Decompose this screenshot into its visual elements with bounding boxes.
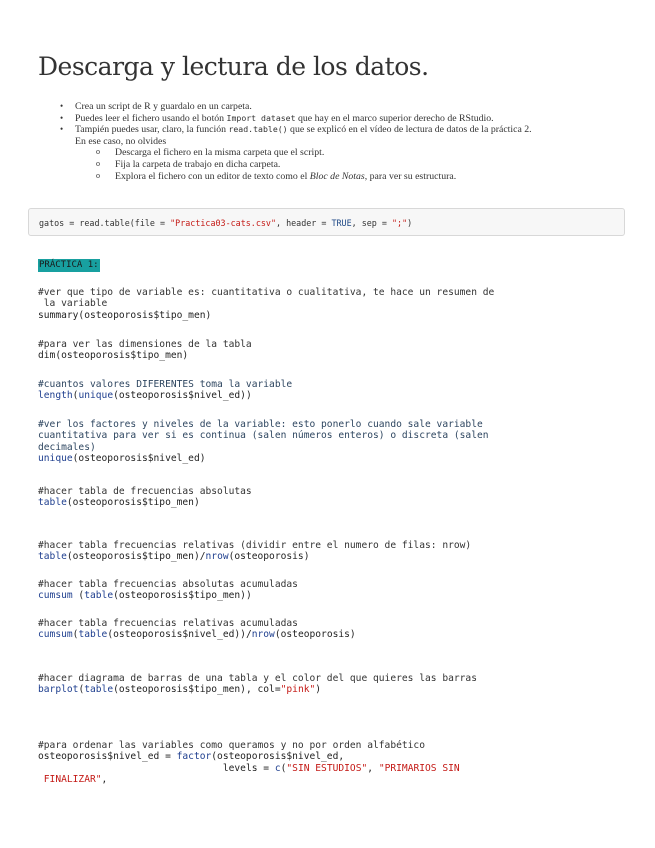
code-text: (osteoporosis$tipo_men)) <box>113 590 252 602</box>
list-item-text: que hay en el marco superior derecho de RStudio. <box>295 112 494 124</box>
code-string: ";" <box>391 218 408 228</box>
code-comment: #hacer tabla frecuencias absolutas acumuladas <box>38 579 298 590</box>
code-function: table <box>84 684 114 696</box>
code-comment: #hacer tabla frecuencias relativas (dividir entre el numero de filas: nrow) <box>38 540 472 551</box>
code-string: "SIN ESTUDIOS" <box>286 762 368 774</box>
code-text: (osteoporosis$nivel_ed, <box>211 751 345 763</box>
section-title: Descarga y lectura de los datos. <box>38 52 429 81</box>
code-function: cumsum <box>38 590 73 602</box>
read-table-code-block <box>28 208 625 236</box>
code-text: , <box>101 773 108 785</box>
code-text: , sep = <box>351 218 392 228</box>
list-item-text: En ese caso, no olvides <box>75 135 167 147</box>
code-comment: #cuantos valores DIFERENTES toma la variable <box>38 379 293 390</box>
code-string: "Practica03-cats.csv" <box>170 218 276 228</box>
list-item <box>58 113 618 125</box>
code-text: , <box>367 762 379 774</box>
sub-list-item <box>58 159 618 171</box>
list-item <box>58 101 618 113</box>
code-string: "pink" <box>280 684 316 696</box>
italic-text: Bloc de Notas <box>309 170 365 182</box>
code-chunk-unique <box>38 419 610 464</box>
code-function: cumsum <box>38 629 73 641</box>
list-item-text: que se explicó en el vídeo de lectura de datos de la práctica 2. <box>287 124 532 136</box>
code-function: nrow <box>205 551 229 563</box>
code-line: summary(osteoporosis$tipo_men) <box>38 309 212 321</box>
sub-list-item-text: Descarga el fichero en la misma carpeta que el script. <box>115 147 325 159</box>
code-comment: #hacer tabla frecuencias relativas acumuladas <box>38 618 298 629</box>
code-text: levels = <box>38 762 275 774</box>
code-comment: #ver que tipo de variable es: cuantitativa o cualitativa, te hace un resumen de la variable <box>38 287 495 310</box>
code-text: ( <box>72 629 79 641</box>
code-text: (osteoporosis$tipo_men), col= <box>113 684 281 696</box>
code-chunk-dim <box>38 339 610 362</box>
code-string: FINALIZAR" <box>38 773 102 785</box>
practica-heading: PRÁCTICA 1: <box>39 260 99 270</box>
code-chunk-table <box>38 486 610 509</box>
code-text: (osteoporosis) <box>274 629 356 641</box>
code-function: unique <box>78 390 114 402</box>
code-text: gatos = read.table(file = <box>39 218 171 228</box>
code-comment: #hacer diagrama de barras de una tabla y el color del que quieres las barras <box>38 673 477 684</box>
list-item-text: Tampién puedes usar, claro, la función <box>75 124 229 136</box>
code-function: table <box>38 497 67 509</box>
code-function: barplot <box>38 684 79 696</box>
sub-list-item-text: Explora el fichero con un editor de texto como el <box>115 170 310 182</box>
code-comment: #hacer tabla de frecuencias absolutas <box>38 486 252 497</box>
code-function: unique <box>38 452 73 464</box>
sub-list-item <box>58 171 618 183</box>
code-chunk-barplot <box>38 673 610 696</box>
code-text: (osteoporosis$tipo_men) <box>66 497 200 509</box>
code-chunk-summary <box>38 287 610 321</box>
code-text: ( <box>72 390 79 402</box>
list-item-text: Crea un script de R y guardalo en un carpeta. <box>75 101 252 112</box>
code-chunk-length-unique <box>38 379 610 402</box>
code-text: (osteoporosis$nivel_ed) <box>72 452 206 464</box>
instructions-list <box>58 101 618 182</box>
code-line: dim(osteoporosis$tipo_men) <box>38 350 189 362</box>
code-text: (osteoporosis$nivel_ed)) <box>113 390 252 402</box>
sub-list-item-text: , para ver su estructura. <box>364 170 457 182</box>
code-function: nrow <box>251 629 275 641</box>
code-comment: #ver los factores y niveles de la variable: esto ponerlo cuando sale variable cuantitativa para ver si es continua (salen números enteros) o discreta (salen decimales) <box>38 419 489 453</box>
code-comment: #para ordenar las variables como queramos y no por orden alfabético <box>38 740 425 751</box>
code-text: (osteoporosis$nivel_ed))/ <box>107 629 252 641</box>
code-function: table <box>38 551 67 563</box>
code-chunk-factor <box>38 740 610 785</box>
code-text: , header = <box>276 218 332 228</box>
sub-list-item-text: Fija la carpeta de trabajo en dicha carpeta. <box>115 158 281 170</box>
code-text: (osteoporosis$tipo_men)/ <box>66 551 206 563</box>
code-comment: #para ver las dimensiones de la tabla <box>38 339 252 350</box>
code-text: osteoporosis$nivel_ed = <box>38 751 177 763</box>
code-text: ) <box>315 684 322 696</box>
list-item <box>58 124 618 147</box>
code-string: "PRIMARIOS SIN <box>378 762 460 774</box>
code-keyword: TRUE <box>331 218 352 228</box>
code-text: ( <box>78 684 85 696</box>
inline-code: read.table() <box>228 124 288 135</box>
code-text: ( <box>72 590 85 602</box>
code-text: (osteoporosis) <box>228 551 310 563</box>
code-text: ) <box>407 218 413 228</box>
code-chunk-cumsum-abs <box>38 579 610 602</box>
code-chunk-relative-freq <box>38 540 610 563</box>
list-item-text: Puedes leer el fichero usando el botón <box>75 112 227 124</box>
code-function: c <box>274 762 281 774</box>
code-chunk-cumsum-rel <box>38 618 610 641</box>
sub-list-item <box>58 147 618 159</box>
code-function: table <box>78 629 108 641</box>
code-text: ( <box>280 762 287 774</box>
code-function: length <box>38 390 73 402</box>
inline-code: Import dataset <box>226 112 296 123</box>
code-function: factor <box>176 751 212 763</box>
code-function: table <box>84 590 114 602</box>
